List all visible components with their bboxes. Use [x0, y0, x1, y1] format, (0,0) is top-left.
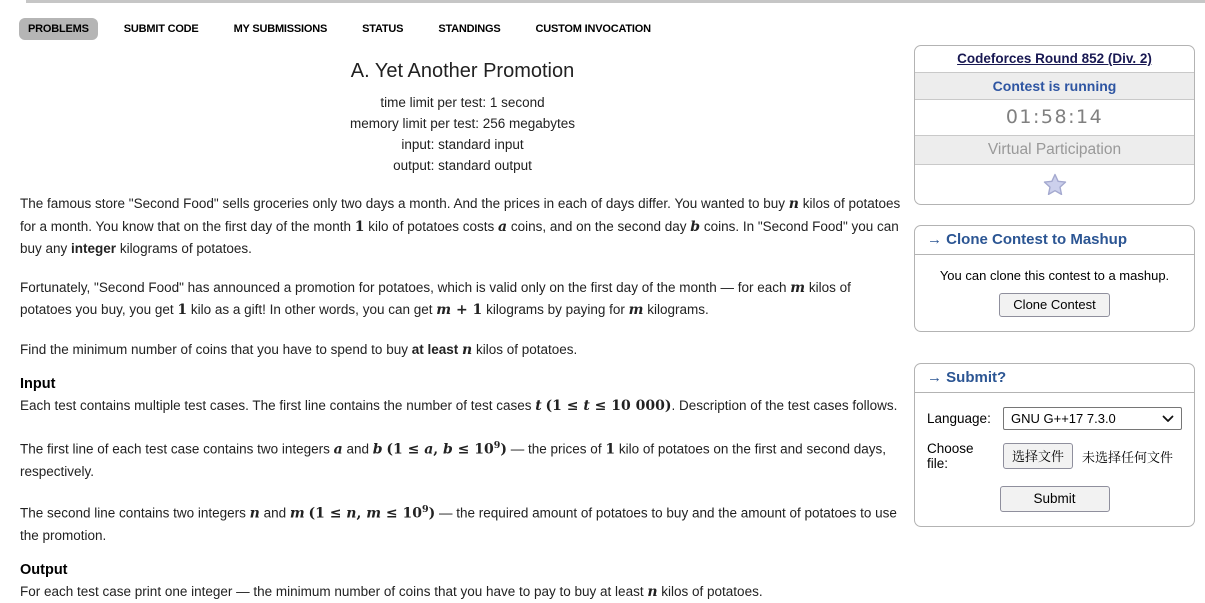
language-label: Language:: [927, 411, 995, 426]
problem-limits: [20, 92, 905, 176]
file-status-text: 未选择任何文件: [1082, 447, 1173, 466]
tab-custom-invocation[interactable]: CUSTOM INVOCATION: [526, 18, 659, 40]
chevron-down-icon: [1162, 415, 1174, 423]
submit-button-row: [927, 486, 1182, 512]
input-paragraph: Each test contains multiple test cases. The first line contains the number of test cases t (1 ≤ t ≤ 10 000). Description of the test cases follows.: [20, 395, 905, 418]
file-input: [1003, 443, 1182, 469]
participation-mode: Virtual Participation: [915, 135, 1194, 164]
submit-box: [914, 363, 1195, 527]
clone-button-row: [915, 293, 1194, 317]
statement-paragraph: Fortunately, "Second Food" has announced a promotion for potatoes, which is valid only on the first day of the month — for each m kilos of potatoes you buy, you get 1 kilo as a gift! In other words, you can get m + 1 kilograms by paying for m kilograms.: [20, 277, 905, 322]
favorite-star-row: [915, 164, 1194, 204]
choose-file-label: Choose file:: [927, 441, 995, 471]
clone-box-text: You can clone this contest to a mashup.: [915, 268, 1194, 283]
problem-title: A. Yet Another Promotion: [20, 60, 905, 83]
contest-countdown: 01:58:14: [915, 99, 1194, 135]
page-body: [0, 40, 1205, 603]
language-selected-value: GNU G++17 7.3.0: [1011, 411, 1116, 426]
input-paragraph: The first line of each test case contains two integers a and b (1 ≤ a, $b \le 10^9$) — the prices of 1 kilo of potatoes on the first and second days, respectively.: [20, 435, 905, 483]
input-paragraph: The second line contains two integers n and m (1 ≤ n, $m \le 10^9$) — the required amount of potatoes to buy and the amount of potatoes to use the promotion.: [20, 499, 905, 547]
statement-paragraph: The famous store "Second Food" sells groceries only two days a month. And the prices in each of days differ. You wanted to buy n kilos of potatoes for a month. You know that on the first day of the month 1 kilo of potatoes costs a coins, and on the second day b coins. In "Second Food" you can buy any integer kilograms of potatoes.: [20, 193, 905, 260]
memory-limit: memory limit per test: 256 megabytes: [20, 113, 905, 134]
tab-status[interactable]: STATUS: [353, 18, 412, 40]
choose-file-button[interactable]: 选择文件: [1003, 443, 1073, 469]
contest-title-row: [915, 46, 1194, 72]
statement-paragraph: Find the minimum number of coins that you have to spend to buy at least n kilos of potatoes.: [20, 339, 905, 362]
input-spec: input: standard input: [20, 134, 905, 155]
clone-contest-button[interactable]: Clone Contest: [999, 293, 1109, 317]
output-paragraph: For each test case print one integer — the minimum number of coins that you have to pay to buy at least n kilos of potatoes.: [20, 581, 905, 603]
tab-submit-code[interactable]: SUBMIT CODE: [115, 18, 208, 40]
sidebar: [914, 45, 1195, 527]
tab-my-submissions[interactable]: MY SUBMISSIONS: [225, 18, 337, 40]
contest-status: Contest is running: [915, 72, 1194, 99]
submit-button[interactable]: Submit: [1000, 486, 1110, 512]
language-select[interactable]: [1003, 407, 1182, 430]
problem-statement: [20, 40, 905, 603]
submit-form: [915, 393, 1194, 526]
input-section-title: Input: [20, 376, 905, 392]
output-section-title: Output: [20, 562, 905, 578]
tab-problems[interactable]: PROBLEMS: [19, 18, 98, 40]
contest-info-box: [914, 45, 1195, 205]
clone-box-caption: → Clone Contest to Mashup: [915, 226, 1194, 255]
star-icon[interactable]: [1043, 173, 1067, 195]
clone-contest-box: [914, 225, 1195, 332]
contest-title-link[interactable]: Codeforces Round 852 (Div. 2): [957, 51, 1152, 66]
top-divider-bar: [26, 0, 1205, 3]
contest-tab-bar: [19, 18, 1205, 40]
time-limit: time limit per test: 1 second: [20, 92, 905, 113]
tab-standings[interactable]: STANDINGS: [429, 18, 509, 40]
output-spec: output: standard output: [20, 155, 905, 176]
submit-box-caption: → Submit?: [915, 364, 1194, 393]
